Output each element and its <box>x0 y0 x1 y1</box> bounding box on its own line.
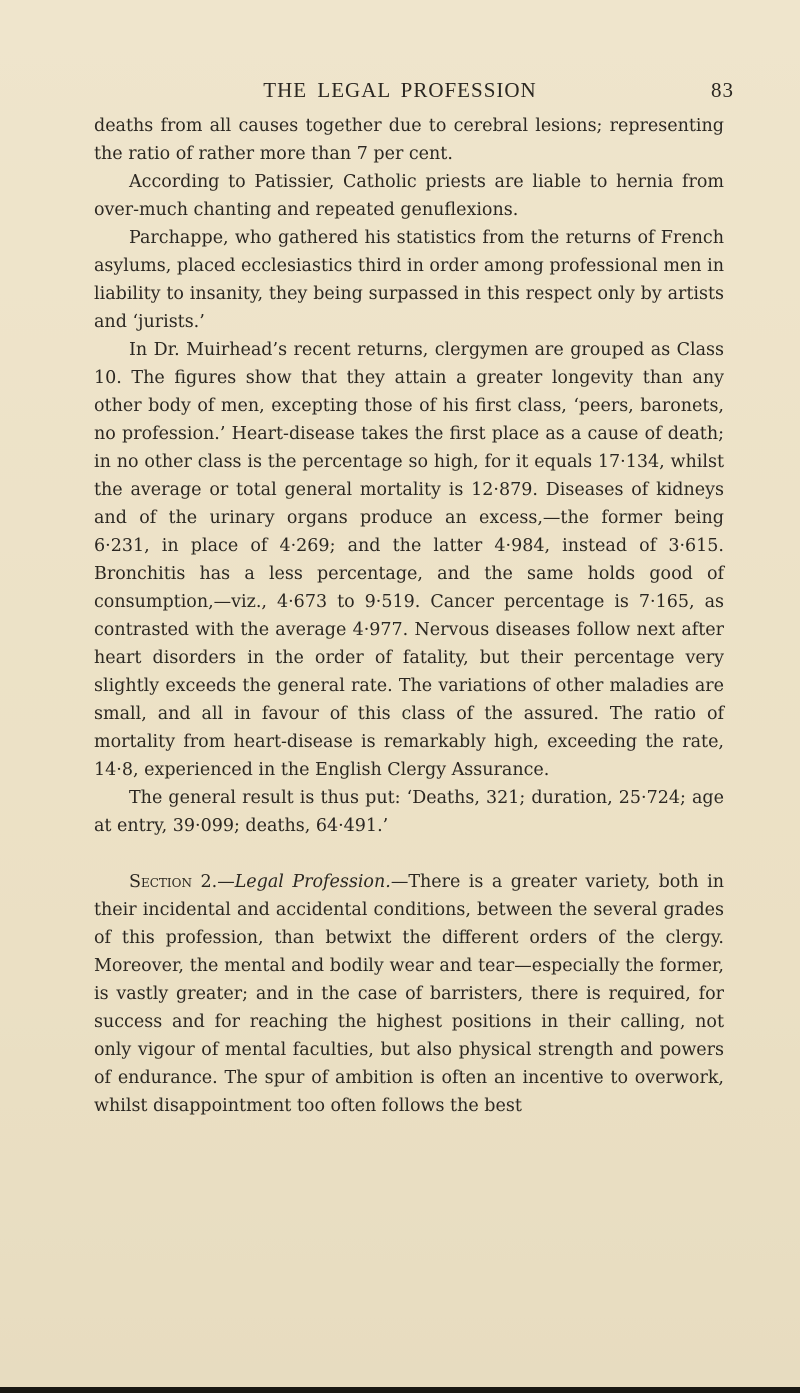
section-text: —There is a greater variety, both in their incidental and accidental conditions, between the several grades of this profession, than betwixt the different orders of the clergy. Moreover, the mental and bodily wear and tear—especially the former, is vastly greater; and in the case of barristers, there is required, for success and for reaching the highest positions in their calling, not only vigour of mental faculties, but also physical strength and powers of endurance. The spur of ambition is often an incentive to overwork, whilst disappointment too often follows the best <box>94 872 724 1116</box>
running-title: THE LEGAL PROFESSION <box>263 78 537 102</box>
paragraph: deaths from all causes together due to cerebral lesions; representing the ratio of rather more than 7 per cent. <box>94 116 724 164</box>
page-number: 83 <box>711 78 734 102</box>
body-text <box>94 112 724 1120</box>
page-header <box>0 78 800 106</box>
paragraph: According to Patissier, Catholic priests are liable to hernia from over-much chanting and repeated genuflexions. <box>94 172 724 220</box>
paragraph: The general result is thus put: ‘Deaths, 321; duration, 25·724; age at entry, 39·099; deaths, 64·491.’ <box>94 788 724 836</box>
section-title: Legal Profession. <box>234 872 391 892</box>
bottom-border <box>0 1387 800 1393</box>
paragraph: In Dr. Muirhead’s recent returns, clergymen are grouped as Class 10. The figures show that they attain a greater longevity than any other body of men, excepting those of his first class, ‘peers, baronets, no profession.’ Heart-disease takes the first place as a cause of death; in no other class is the percentage so high, for it equals 17·134, whilst the average or total general mortality is 12·879. Diseases of kidneys and of the urinary organs produce an excess,—the former being 6·231, in place of 4·269; and the latter 4·984, instead of 3·615. Bronchitis has a less percentage, and the same holds good of consumption,—viz., 4·673 to 9·519. Cancer percentage is 7·165, as contrasted with the average 4·977. Nervous diseases follow next after heart disorders in the order of fatality, but their percentage very slightly exceeds the general rate. The variations of other maladies are small, and all in favour of this class of the assured. The ratio of mortality from heart-disease is remarkably high, exceeding the rate, 14·8, experienced in the English Clergy Assurance. <box>94 340 724 780</box>
paragraph: Parchappe, who gathered his statistics from the returns of French asylums, placed ecclesiastics third in order among professional men in liability to insanity, they being surpassed in this respect only by artists and ‘jurists.’ <box>94 228 724 332</box>
section-paragraph <box>94 868 724 1120</box>
section-dash: — <box>217 872 235 892</box>
section-label: Section 2. <box>129 872 218 892</box>
